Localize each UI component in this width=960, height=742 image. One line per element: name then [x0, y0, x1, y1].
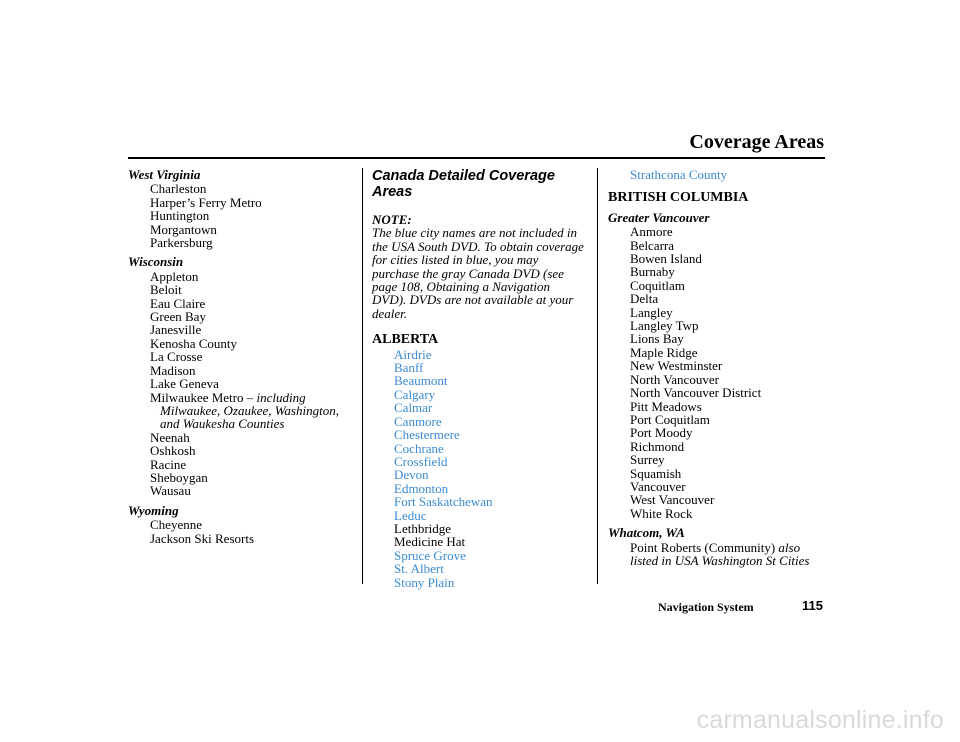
list-item: Banff	[394, 360, 424, 376]
note-body: The blue city names are not included in the USA South DVD. To obtain coverage for cities listed in blue, you may purchase the gray Canada DVD (see page 108, Obtaining a Navigation DVD). DVDs are not available at your dealer.	[372, 225, 584, 321]
header-rule	[128, 157, 825, 159]
note-label: NOTE:	[372, 212, 412, 227]
list-item: Calgary	[394, 386, 436, 402]
list-item: Jackson Ski Resorts	[150, 530, 254, 546]
list-item-milwaukee	[128, 391, 356, 431]
list-item: Richmond	[630, 438, 685, 454]
list-item: Anmore	[630, 224, 673, 240]
list-item: Wausau	[150, 483, 191, 499]
list-item: Eau Claire	[150, 295, 206, 311]
list-item: Oshkosh	[150, 443, 196, 459]
state-heading-wyoming: Wyoming	[128, 502, 179, 518]
list-item: Coquitlam	[630, 277, 685, 293]
list-item: Lions Bay	[630, 331, 684, 347]
list-item: Calmar	[394, 400, 433, 416]
region-heading-greater-vancouver: Greater Vancouver	[608, 209, 710, 225]
province-heading-alberta: ALBERTA	[372, 332, 439, 348]
column-2	[372, 168, 587, 589]
list-item: Janesville	[150, 322, 202, 338]
city-list-wisconsin	[128, 270, 356, 498]
list-item: Leduc	[394, 507, 427, 523]
city-list-whatcom	[608, 541, 828, 568]
list-item: Lethbridge	[394, 520, 452, 536]
column-divider-1	[362, 168, 363, 584]
list-item: Harper’s Ferry Metro	[150, 194, 262, 210]
list-item: Medicine Hat	[394, 534, 466, 550]
list-item: Port Coquitlam	[630, 411, 710, 427]
city-list-west-virginia	[128, 182, 356, 249]
list-item: North Vancouver	[630, 371, 719, 387]
list-item: Surrey	[630, 452, 665, 468]
list-item: Kenosha County	[150, 335, 238, 351]
list-item: North Vancouver District	[630, 385, 762, 401]
list-item: Appleton	[150, 268, 199, 284]
list-item: Strathcona County	[630, 167, 728, 182]
watermark: carmanualsonline.info	[696, 706, 944, 734]
list-item: Madison	[150, 362, 196, 378]
list-item: Sheboygan	[150, 469, 208, 485]
list-item: Huntington	[150, 208, 210, 224]
list-item: Cochrane	[394, 440, 444, 456]
section-heading-canada: Canada Detailed Coverage Areas	[372, 168, 555, 200]
state-heading-west-virginia: West Virginia	[128, 167, 201, 182]
list-item: Edmonton	[394, 480, 449, 496]
list-item: Squamish	[630, 465, 682, 481]
list-item: Neenah	[150, 429, 190, 445]
column-divider-2	[597, 168, 598, 584]
list-item: St. Albert	[394, 561, 444, 577]
city-list-greater-vancouver	[608, 225, 828, 520]
list-item: Fort Saskatchewan	[394, 494, 493, 510]
list-item: Port Moody	[630, 425, 693, 441]
list-item-point-roberts	[608, 541, 828, 568]
list-item: Beaumont	[394, 373, 448, 389]
city-name: Milwaukee Metro –	[150, 389, 257, 405]
city-note: also listed in USA Washington St Cities	[630, 539, 810, 568]
city-note: including Milwaukee, Ozaukee, Washington, and Waukesha Counties	[160, 389, 339, 432]
list-item: Green Bay	[150, 309, 206, 325]
list-item: Beloit	[150, 282, 182, 298]
list-item: La Crosse	[150, 349, 203, 365]
list-item: Pitt Meadows	[630, 398, 702, 414]
city-list-alberta	[372, 348, 587, 589]
city-name: Point Roberts (Community)	[630, 539, 779, 555]
list-item: Parkersburg	[150, 235, 213, 251]
list-item: Racine	[150, 456, 187, 472]
list-item: Crossfield	[394, 453, 448, 469]
list-item: Maple Ridge	[630, 344, 698, 360]
page-title: Coverage Areas	[689, 131, 824, 153]
list-item: Stony Plain	[394, 574, 455, 590]
footer-label: Navigation System	[658, 600, 754, 614]
list-item: Chestermere	[394, 427, 460, 443]
column-3	[608, 168, 828, 567]
list-item: Cheyenne	[150, 517, 202, 533]
list-item: West Vancouver	[630, 492, 715, 508]
list-item: Langley Twp	[630, 318, 699, 334]
city-list-alberta-continued	[608, 168, 828, 181]
list-item: Belcarra	[630, 237, 675, 253]
list-item: Langley	[630, 304, 673, 320]
column-1	[128, 168, 356, 545]
list-item: Bowen Island	[630, 251, 702, 267]
page-number: 115	[802, 598, 823, 613]
list-item: Lake Geneva	[150, 376, 219, 392]
list-item: Vancouver	[630, 478, 686, 494]
list-item: Canmore	[394, 413, 442, 429]
list-item: Delta	[630, 291, 659, 307]
region-heading-whatcom: Whatcom, WA	[608, 525, 685, 541]
list-item: Burnaby	[630, 264, 675, 280]
list-item: New Westminster	[630, 358, 723, 374]
city-list-wyoming	[128, 518, 356, 545]
province-heading-british-columbia: BRITISH COLUMBIA	[608, 190, 749, 206]
list-item: Airdrie	[394, 346, 432, 362]
list-item: Spruce Grove	[394, 547, 466, 563]
list-item: Morgantown	[150, 221, 217, 237]
list-item: Devon	[394, 467, 429, 483]
state-heading-wisconsin: Wisconsin	[128, 254, 184, 270]
list-item: Charleston	[150, 181, 207, 197]
list-item: White Rock	[630, 505, 693, 521]
